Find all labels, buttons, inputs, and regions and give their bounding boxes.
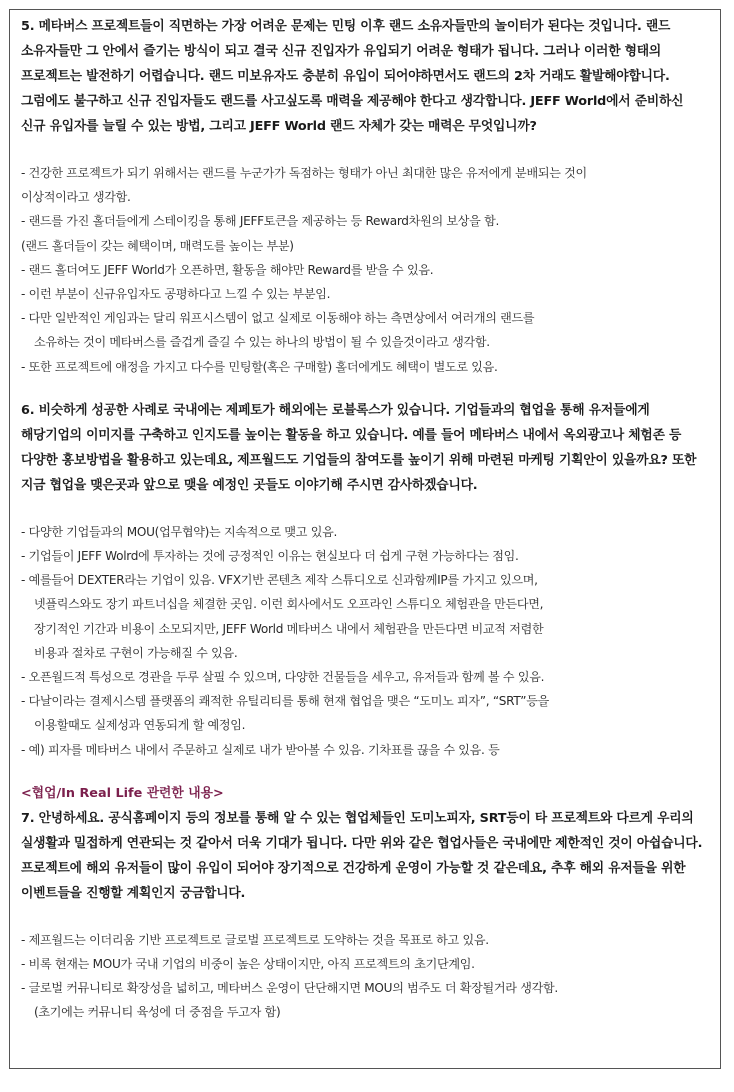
answer-line: - 랜드를 가진 홀더들에게 스테이킹을 통해 JEFF토큰을 제공하는 등 Reward차원의 보상을 함. xyxy=(21,214,499,229)
answer-line: - 다양한 기업들과의 MOU(업무협약)는 지속적으로 맺고 있음. xyxy=(21,524,338,539)
answer-line: - 랜드 홀더여도 JEFF World가 오픈하면, 활동을 해야만 Reward를 받을 수 있음. xyxy=(21,262,434,277)
answer-line: - 또한 프로젝트에 애정을 가지고 다수를 민팅할(혹은 구매할) 홀더에게도 혜택이 별도로 있음. xyxy=(21,359,498,374)
answer-line: - 제프월드는 이더리움 기반 프로젝트로 글로벌 프로젝트로 도약하는 것을 목표로 하고 있음. xyxy=(21,932,489,947)
answer-line: - 다만 일반적인 게임과는 달리 워프시스템이 없고 실제로 이동해야 하는 측면상에서 여러개의 랜드를 xyxy=(21,311,535,326)
answer-line: 비용과 절차로 구현이 가능해질 수 있음. xyxy=(34,645,238,660)
answer-5 xyxy=(21,161,710,379)
answer-line: - 기업들이 JEFF Wolrd에 투자하는 것에 긍정적인 이유는 현실보다 더 쉽게 구현 가능하다는 점임. xyxy=(21,549,519,564)
answer-line: - 비록 현재는 MOU가 국내 기업의 비중이 높은 상태이지만, 아직 프로젝트의 초기단계임. xyxy=(21,957,475,972)
answer-line: 소유하는 것이 메타버스를 즐겁게 즐길 수 있는 하나의 방법이 될 수 있을것이라고 생각함. xyxy=(34,335,490,350)
question-5: 5. 메타버스 프로젝트들이 직면하는 가장 어려운 문제는 민팅 이후 랜드 소유자들만의 놀이터가 된다는 것입니다. 랜드 소유자들만 그 안에서 즐기는 방식이 되고 결국 신규 진입자가 유입되기 어려운 형태가 됩니다. 그러나 이러한 형태의 프로젝트는 발전하기 어렵습니다. 랜드 미보유자도 충분히 유입이 되어야하면서도 랜드의 2차 거래도 활발해야합니다.그럼에도 불구하고 신규 진입자들도 랜드를 사고싶도록 매력을 제공해야 한다고 생각합니다. JEFF World에서 준비하신 신규 유입자를 늘릴 수 있는 방법, 그리고 JEFF World 랜드 자체가 갖는 매력은 무엇입니까? xyxy=(21,19,684,134)
answer-line: 넷플릭스와도 장기 파트너십을 체결한 곳임. 이런 회사에서도 오프라인 스튜디오 체험관을 만든다면, xyxy=(34,597,544,612)
answer-line: - 예를들어 DEXTER라는 기업이 있음. VFX기반 콘텐츠 제작 스튜디오로 신과함께IP를 가지고 있으며, xyxy=(21,573,538,588)
question-6: 6. 비슷하게 성공한 사례로 국내에는 제페토가 해외에는 로블록스가 있습니다. 기업들과의 협업을 통해 유저들에게 해당기업의 이미지를 구축하고 인지도를 높이는 활동을 하고 있습니다. 예를 들어 메타버스 내에서 옥외광고나 체험존 등 다양한 홍보방법을 활용하고 있는데요, 제프월드도 기업들의 참여도를 높이기 위해 마련된 마케팅 기획안이 있을까요? 또한 지금 협업을 맺은곳과 앞으로 맺을 예정인 곳들도 이야기해 주시면 감사하겠습니다. xyxy=(21,402,697,493)
answer-line: - 글로벌 커뮤니티로 확장성을 넓히고, 메타버스 운영이 단단해지면 MOU의 범주도 더 확장될거라 생각함. xyxy=(21,981,558,996)
answer-line: - 이런 부분이 신규유입자도 공평하다고 느낄 수 있는 부분임. xyxy=(21,287,331,302)
answer-7 xyxy=(21,928,710,1025)
answer-line: 이상적이라고 생각함. xyxy=(21,190,131,205)
answer-line: (초기에는 커뮤니티 육성에 더 중점을 두고자 함) xyxy=(34,1005,281,1020)
answer-line: 이용할때도 실제성과 연동되게 할 예정임. xyxy=(34,718,246,733)
answer-line: - 예) 피자를 메타버스 내에서 주문하고 실제로 내가 받아볼 수 있음. 기차표를 끊을 수 있음. 등 xyxy=(21,742,500,757)
topic-heading: <협업/In Real Life 관련한 내용> xyxy=(21,785,224,801)
answer-line: - 건강한 프로젝트가 되기 위해서는 랜드를 누군가가 독점하는 형태가 아닌 최대한 많은 유저에게 분배되는 것이 xyxy=(21,166,587,180)
question-7: 7. 안녕하세요. 공식홈페이지 등의 정보를 통해 알 수 있는 협업체들인 도미노피자, SRT등이 타 프로젝트와 다르게 우리의 실생활과 밀접하게 연관되는 것 같아서 더욱 기대가 됩니다. 다만 위와 같은 협업사들은 국내에만 제한적인 것이 아쉽습니다. 프로젝트에 해외 유저들이 많이 유입이 되어야 장기적으로 건강하게 운영이 가능할 것 같은데요, 추후 해외 유저들을 위한 이벤트들을 진행할 계획인지 궁금합니다. xyxy=(21,810,703,901)
answer-line: - 다날이라는 결제시스템 플랫폼의 쾌적한 유틸리티를 통해 현재 협업을 맺은 “도미노 피자”, “SRT”등을 xyxy=(21,694,549,709)
document-page xyxy=(9,9,721,1069)
answer-line: - 오픈월드적 특성으로 경관을 두루 살필 수 있으며, 다양한 건물들을 세우고, 유저들과 함께 볼 수 있음. xyxy=(21,670,545,685)
answer-line: 장기적인 기간과 비용이 소모되지만, JEFF World 메타버스 내에서 체험관을 만든다면 비교적 저렴한 xyxy=(34,621,544,636)
answer-line: (랜드 홀더들이 갖는 혜택이며, 매력도를 높이는 부분) xyxy=(21,238,294,253)
answer-6 xyxy=(21,520,710,762)
